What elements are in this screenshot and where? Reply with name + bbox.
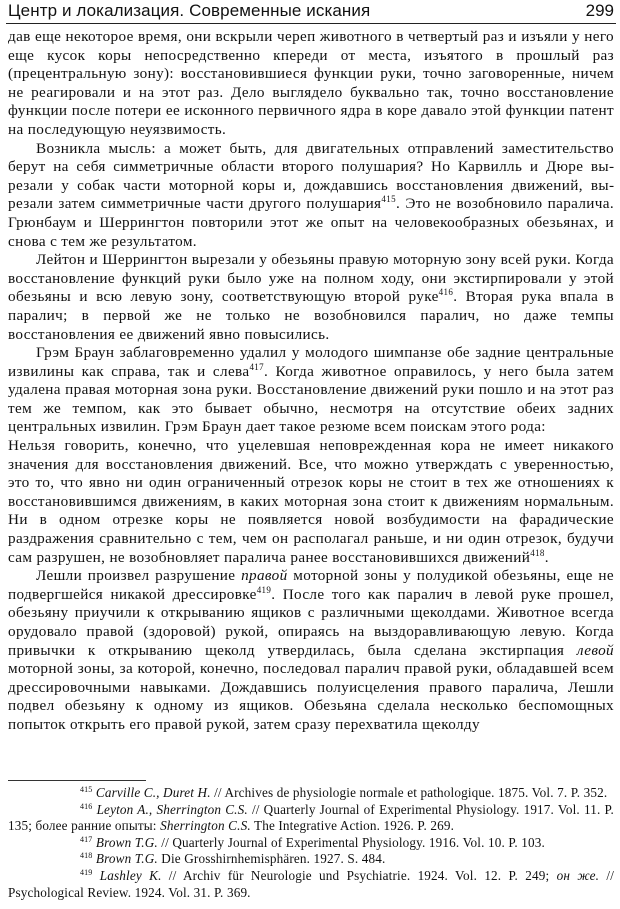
footnote-ref: 418 bbox=[530, 547, 545, 558]
running-title: Центр и локализация. Современные искания bbox=[8, 1, 371, 20]
running-header bbox=[6, 1, 616, 24]
paragraph: Лешли произвел разрушение правой моторной зоны у полудикой обезьяны, еще не подвергшейся никакой дрессировке$^{419}$. После того как паралич в левой руке прошел, обезьяну приучили к открыванию ящиков с различными щеколдами. Животное всегда орудовало правой (здоровой) рукой, опираясь на выздоравливающую левую. Когда привычки к открыванию щеколд утвердилась, была сделана экстирпация левой моторной зоны, за которой, конечно, последовал паралич правой руки, обладавшей всем дрессировочными навыками. Дождавшись полуисцеления правого паралича, Лешли подвел обезьяну к одному из ящиков. Обезьяна сделала несколько беспомощных попыток открыть его правой рукой, затем сразу перехватила щеколду bbox=[8, 567, 614, 733]
footnote-separator bbox=[8, 780, 146, 781]
footnotes bbox=[8, 785, 614, 901]
paragraph: Лейтон и Шеррингтон вырезали у обезьяны правую моторную зону всей руки. Когда восстановление функций руки было уже на полном ходу, они экстирпировали у этой обезьяны и всю левую зону, соответствующую второй руке$^{416}$. Вторая рука впала в паралич; в первой же не только не возобновился паралич, но даже темпы восстановления ее движений явно повысились. bbox=[8, 251, 614, 343]
paragraph: Грэм Браун заблаговременно удалил у молодого шимпанзе обе задние центральные извилины как справа, так и слева$^{417}$. Когда животное оправилось, у него была затем удалена правая моторная зона руки. Восстановление движений руки пошло и на этот раз тем же темпом, как это бывает обычно, несмотря на отсутствие обеих задних центральных извилин. Грэм Браун дает такое резюме всем поискам этого рода: bbox=[8, 344, 614, 436]
paragraph: Возникла мысль: а может быть, для двигательных отправлений заместительство берут на себя симметричные области второго полушария? Но Карвилль и Дюре вырезали у собак части моторной коры и, дождавшись восстановления движений, вырезали затем симметричные части другого полушария$^{415}$. Это не возобновило паралича. Грюнбаум и Шеррингтон повторили этот же опыт на человекообразных обезьянах, и снова с тем же результатом. bbox=[8, 139, 614, 250]
footnote: $^{417}$ Brown T.G. // Quarterly Journal of Experimental Physiology. 1916. Vol. 10. P. 103. bbox=[80, 834, 545, 850]
footnote-ref: 415 bbox=[381, 194, 396, 205]
footnote-ref: 417 bbox=[249, 361, 265, 372]
block-quote: Нельзя говорить, конечно, что уцелевшая неповрежденная кора не имеет никакого значения для восстановления движений. Все, что можно утверждать с уверенностью, это то, что явно ни один ограниченный отрезок коры не стоит в тех же отношениях к восстановившимся движениям, в каких моторная зона стоит к движениям нормальным. Ни в одном отрезке коры не появляется новой возбудимости на фарадические раздражения сравнительно с тем, чем он располагал раньше, и ни один отрезок, будучи сам разрушен, не возобновляет паралича ранее восстановившихся движений$^{418}$. bbox=[8, 437, 614, 566]
footnote: $^{419}$ Lashley K. // Archiv für Neurologie und Psychiatrie. 1924. Vol. 12. P. 249; он же. // Psychological Review. 1924. Vol. 31. P. 369. bbox=[8, 867, 615, 900]
paragraph: дав еще некоторое время, они вскрыли череп животного в четвертый раз и изъяли у него еще кусок коры непосредственно кпереди от места, изъятого в прошлый раз (прецентральную зону): восстановившиеся функции руки, точно заговоренные, ничем не реагировали и на этот раз. Дело выглядело буквально так, точно восстановление функции после потери ее исконного первичного ядра в коре давало этой функции патент на последующую неуязвимость. bbox=[8, 28, 614, 138]
page-number: 299 bbox=[585, 1, 614, 20]
main-text bbox=[8, 28, 614, 735]
footnote-ref: 416 bbox=[438, 287, 454, 298]
footnote: $^{415}$ Carville C., Duret H. // Archives de physiologie normale et pathologique. 1875. Vol. 7. P. 352. bbox=[80, 785, 608, 800]
footnote: $^{418}$ Brown T.G. Die Grosshirnhemisphären. 1927. S. 484. bbox=[80, 851, 386, 867]
footnote: $^{416}$ Leyton A., Sherrington C.S. // Quarterly Journal of Experimental Physiology. 1917. Vol. 11. P. 135; более ранние опыты: Sherrington C.S. The Integrative Action. 1926. P. 269. bbox=[8, 801, 614, 834]
footnote-ref: 419 bbox=[256, 584, 272, 595]
